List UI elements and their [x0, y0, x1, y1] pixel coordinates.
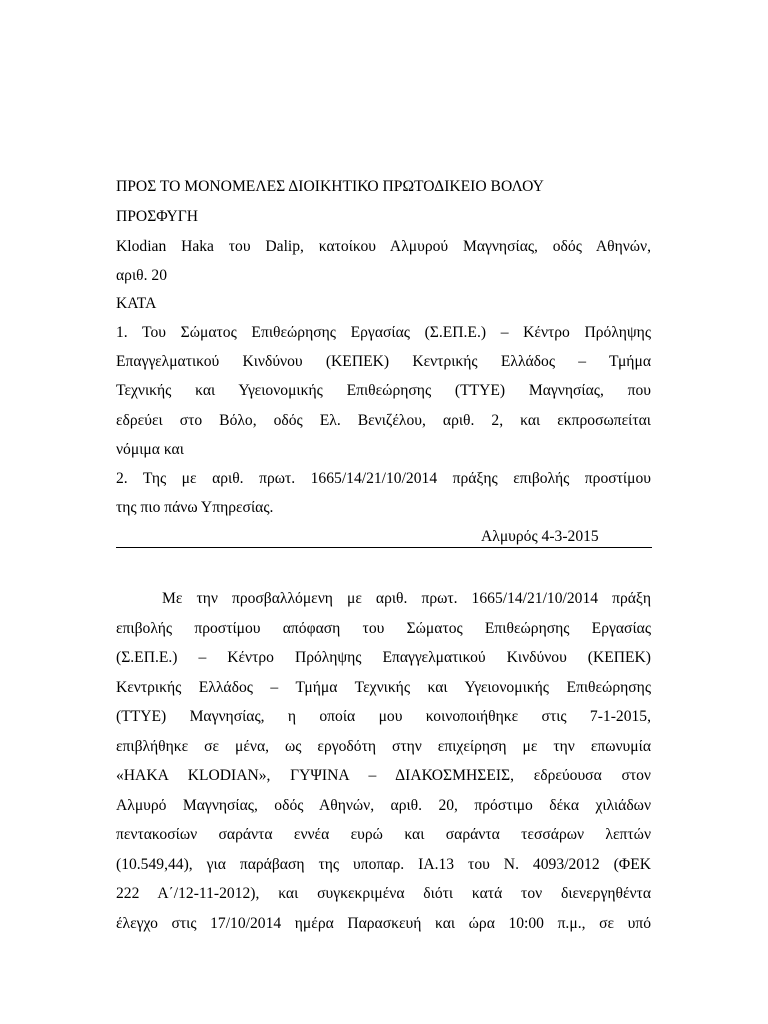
separator-rule	[116, 547, 652, 548]
respondent-1-line-3: Τεχνικής και Υγειονομικής Επιθεώρησης (ΤΤΥΕ) Μαγνησίας, που	[116, 382, 651, 399]
respondent-1-line-5: νόμιμα και	[116, 441, 184, 458]
respondent-1-line-1: 1. Του Σώματος Επιθεώρησης Εργασίας (Σ.ΕΠ.Ε.) – Κέντρο Πρόληψης	[116, 324, 651, 341]
document-type-heading: ΠΡΟΣΦΥΓΗ	[116, 208, 199, 225]
body-line-8: Αλμυρό Μαγνησίας, οδός Αθηνών, αριθ. 20, πρόστιμο δέκα χιλιάδων	[116, 797, 651, 814]
respondent-1-line-2: Επαγγελματικού Κινδύνου (ΚΕΠΕΚ) Κεντρικής Ελλάδος – Τμήμα	[116, 353, 651, 370]
body-line-6: επιβλήθηκε σε μένα, ως εργοδότη στην επιχείρηση με την επωνυμία	[116, 738, 651, 755]
respondent-2-line-1: 2. Της με αριθ. πρωτ. 1665/14/21/10/2014 πράξης επιβολής προστίμου	[116, 470, 651, 487]
respondent-2-line-2: της πιο πάνω Υπηρεσίας.	[116, 499, 274, 516]
body-line-12: έλεγχο στις 17/10/2014 ημέρα Παρασκευή και ώρα 10:00 π.μ., σε υπό	[116, 915, 651, 932]
addressee-heading: ΠΡΟΣ ΤΟ ΜΟΝΟΜΕΛΕΣ ΔΙΟΙΚΗΤΙΚΟ ΠΡΩΤΟΔΙΚΕΙΟ ΒΟΛΟΥ	[116, 178, 544, 195]
body-line-5: (ΤΤΥΕ) Μαγνησίας, η οποία μου κοινοποιήθηκε στις 7-1-2015,	[116, 708, 651, 725]
body-line-9: πεντακοσίων σαράντα εννέα ευρώ και σαράντα τεσσάρων λεπτών	[116, 826, 651, 843]
place-date: Αλμυρός 4-3-2015	[481, 528, 599, 545]
body-line-11: 222 Α΄/12-11-2012), και συγκεκριμένα διότι κατά τον διενεργηθέντα	[116, 885, 651, 902]
body-line-3: (Σ.ΕΠ.Ε.) – Κέντρο Πρόληψης Επαγγελματικού Κινδύνου (ΚΕΠΕΚ)	[116, 649, 651, 666]
applicant-line: Klodian Haka του Dalip, κατοίκου Αλμυρού Μαγνησίας, οδός Αθηνών,	[116, 238, 651, 255]
against-heading: ΚΑΤΑ	[116, 295, 157, 312]
body-line-1: Με την προσβαλλόμενη με αριθ. πρωτ. 1665/14/21/10/2014 πράξη	[162, 590, 651, 607]
body-line-4: Κεντρικής Ελλάδος – Τμήμα Τεχνικής και Υγειονομικής Επιθεώρησης	[116, 679, 651, 696]
body-line-7: «HAKA KLODIAN», ΓΥΨΙΝΑ – ΔΙΑΚΟΣΜΗΣΕΙΣ, εδρεύουσα στον	[116, 767, 651, 784]
respondent-1-line-4: εδρεύει στο Βόλο, οδός Ελ. Βενιζέλου, αριθ. 2, και εκπροσωπείται	[116, 412, 651, 429]
body-line-2: επιβολής προστίμου απόφαση του Σώματος Επιθεώρησης Εργασίας	[116, 620, 651, 637]
body-line-10: (10.549,44), για παράβαση της υποπαρ. ΙΑ.13 του Ν. 4093/2012 (ΦΕΚ	[116, 856, 651, 873]
applicant-address-number: αριθ. 20	[116, 267, 168, 284]
